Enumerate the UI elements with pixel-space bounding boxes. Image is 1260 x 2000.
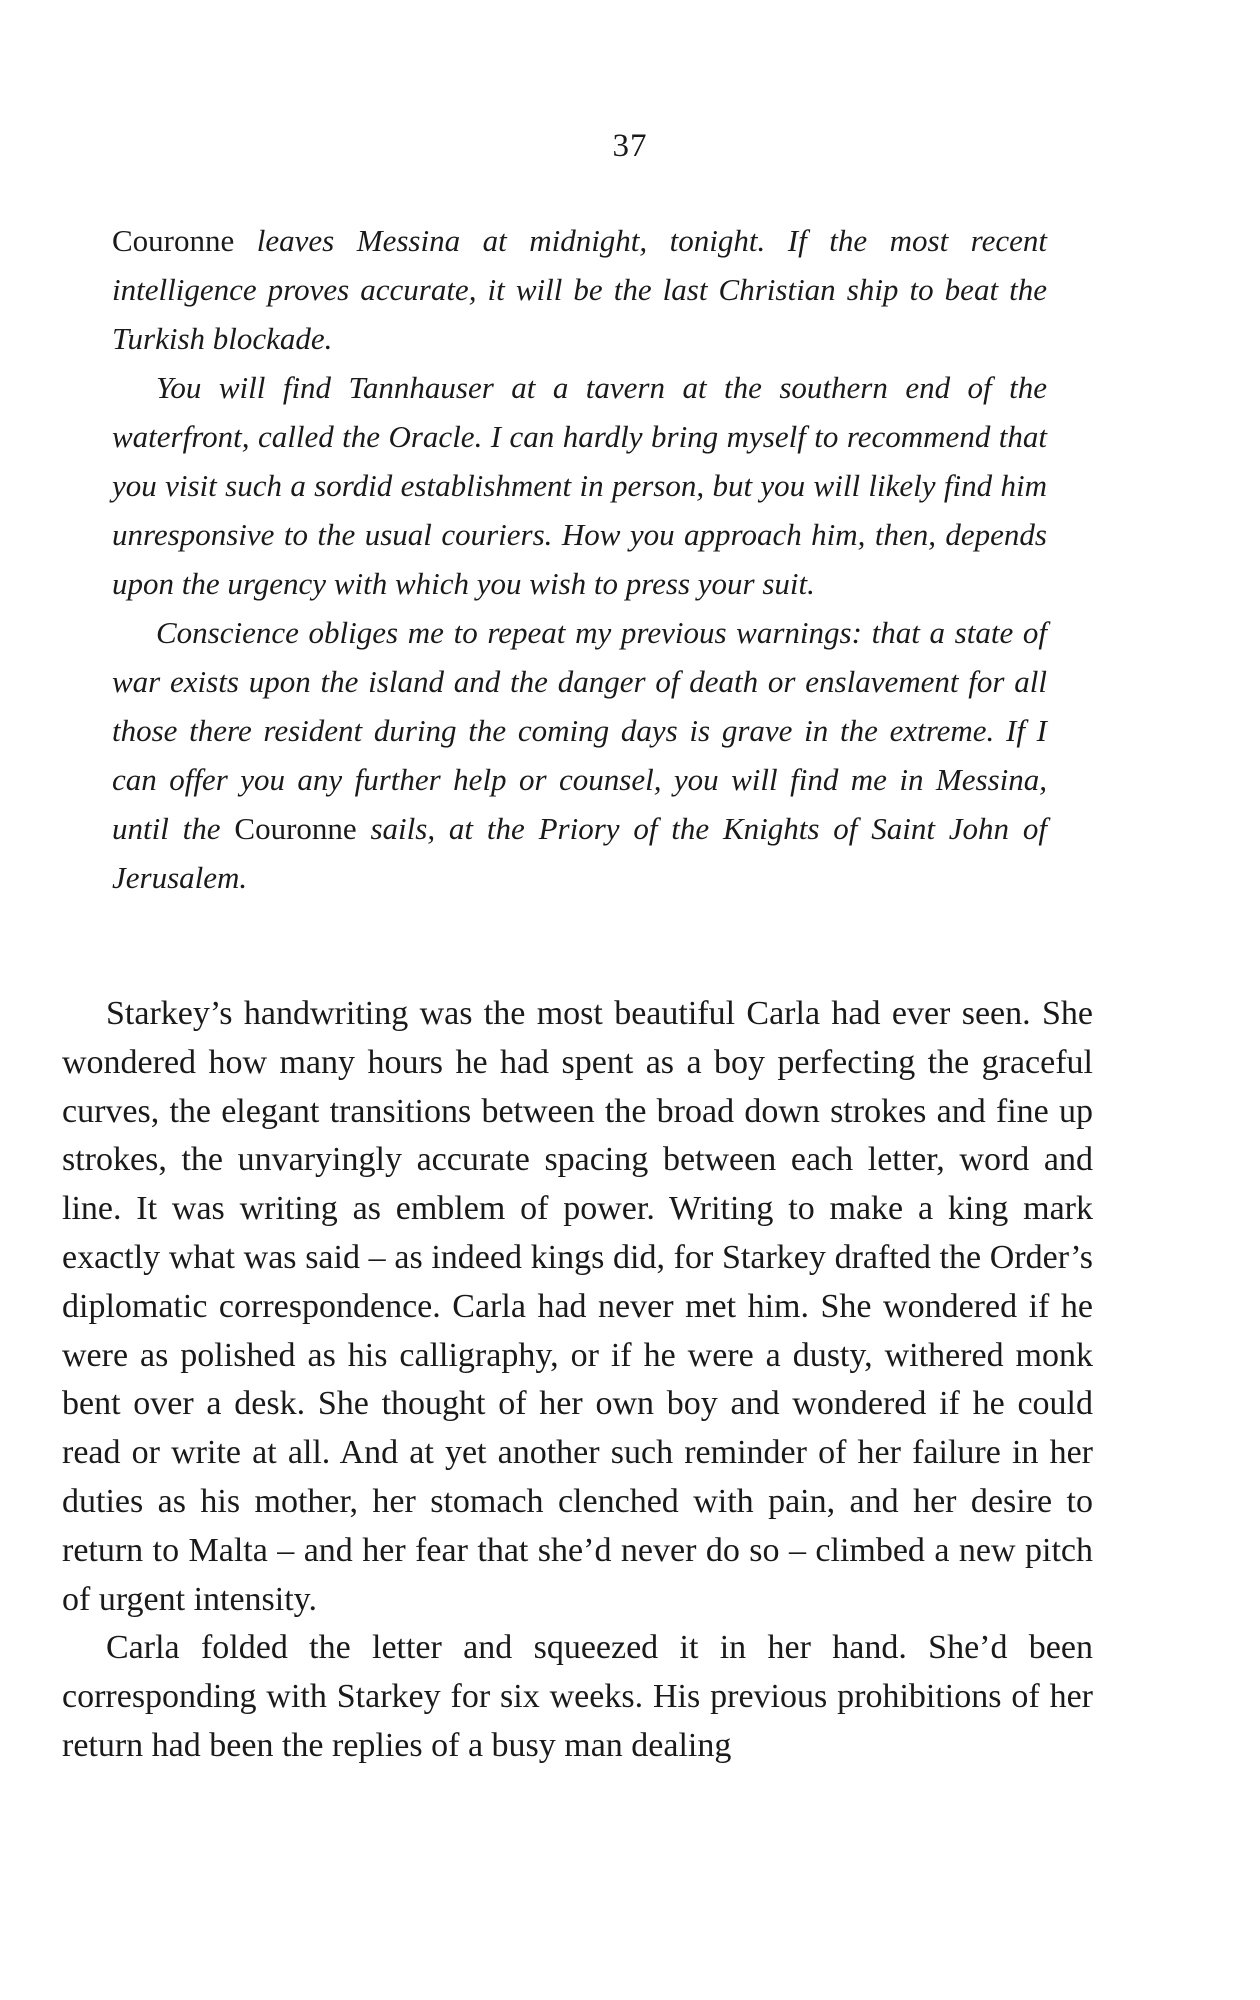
letter-paragraph-3-text-a: Conscience obliges me to repeat my previous warnings: that a state of war exists upon the island and the danger of death or enslavement for all those there resident during the coming days is grave in the extreme. If I can offer you any further help or counsel, you will find me in Messina, until the — [112, 615, 1047, 846]
letter-paragraph-2: You will find Tannhauser at a tavern at the southern end of the waterfront, called the Oracle. I can hardly bring myself to recommend that you visit such a sordid establishment in person, but you will likely find him unresponsive to the usual couriers. How you approach him, then, depends upon the urgency with which you wish to press your suit. — [112, 370, 1047, 601]
page-number: 37 — [612, 128, 648, 164]
ship-name: Couronne — [234, 811, 357, 846]
narrative-paragraph-1: Starkey’s handwriting was the most beautiful Carla had ever seen. She wondered how many hours he had spent as a boy perfecting the graceful curves, the elegant transitions between the broad down strokes and fine up strokes, the unvaryingly accurate spacing between each letter, word and line. It was writing as emblem of power. Writing to make a king mark exactly what was said – as indeed kings did, for Starkey drafted the Order’s diplomatic correspondence. Carla had never met him. She wondered if he were as polished as his calligraphy, or if he were a dusty, withered monk bent over a desk. She thought of her own boy and wondered if he could read or write at all. And at yet another such reminder of her failure in her duties as his mother, her stomach clenched with pain, and her desire to return to Malta – and her fear that she’d never do so – climbed a new pitch of urgent intensity. — [62, 995, 1093, 1618]
letter-excerpt — [112, 216, 1047, 902]
letter-paragraph-1 — [112, 216, 1047, 363]
letter-paragraph-3 — [112, 608, 1047, 902]
letter-paragraph-3-text-b: sails, at the Priory of the Knights of Saint John of Jerusalem. — [112, 811, 1048, 895]
narrative-paragraph-2: Carla folded the letter and squeezed it in her hand. She’d been corresponding with Starkey for six weeks. His previous prohibitions of her return had been the replies of a busy man dealing — [62, 1629, 1093, 1764]
ship-name: Couronne — [112, 223, 235, 258]
narrative-text — [62, 990, 1093, 1771]
letter-paragraph-1-text: leaves Messina at midnight, tonight. If the most recent intelligence proves accurate, it will be the last Christian ship to beat the Turkish blockade. — [112, 223, 1047, 356]
